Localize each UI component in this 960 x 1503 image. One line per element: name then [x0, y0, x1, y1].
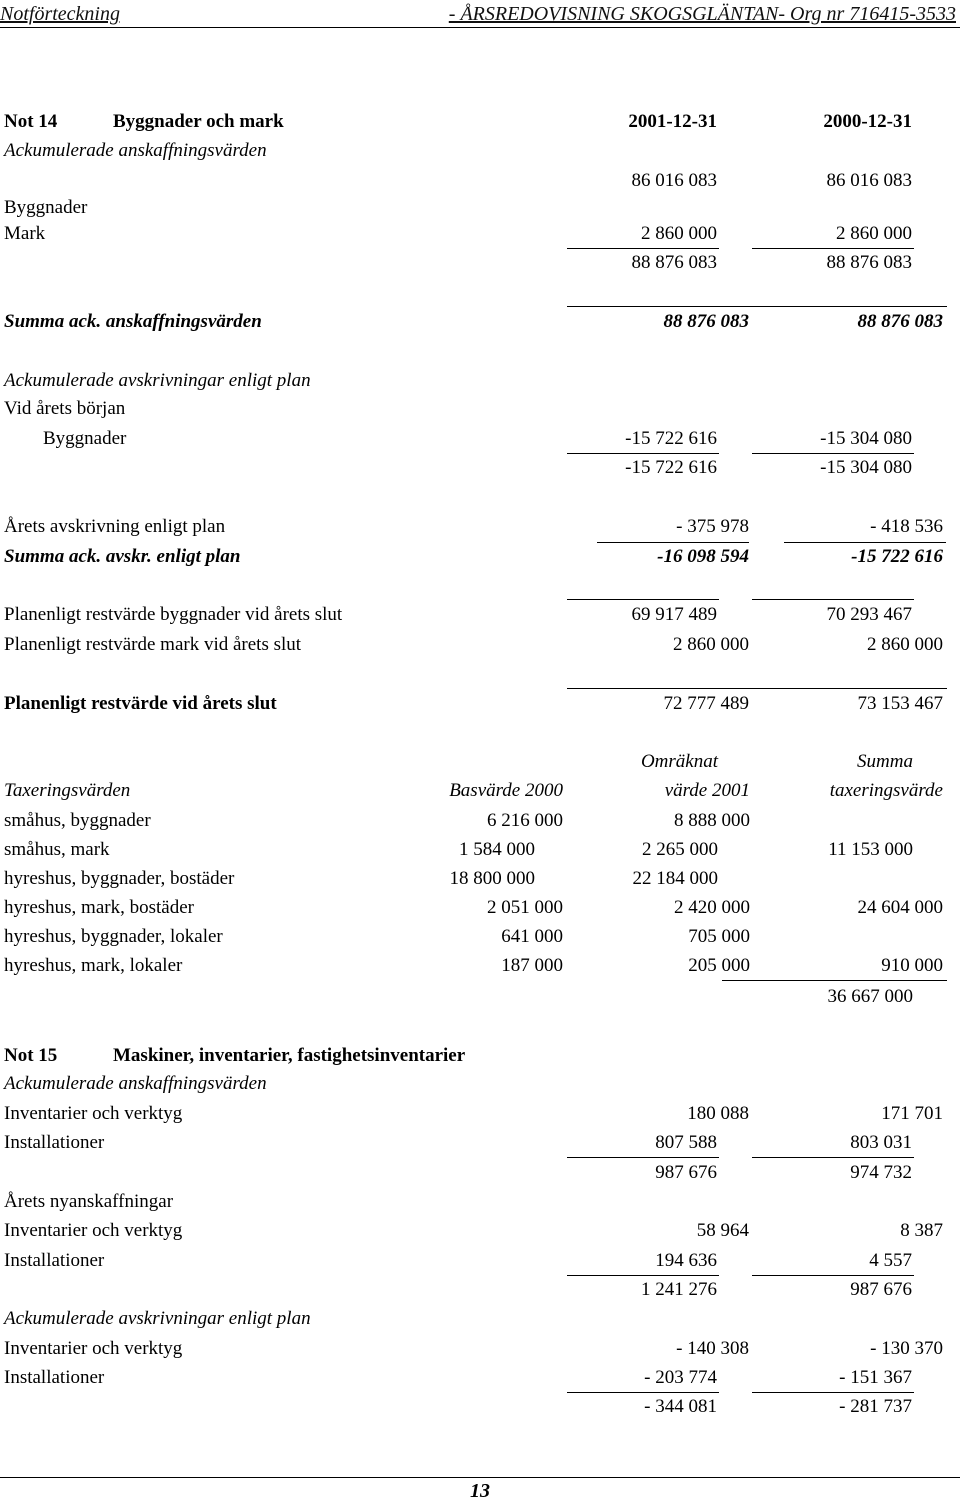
- note-14-title: Byggnader och mark: [113, 111, 284, 132]
- note-14-sub2-v1: -15 722 616: [625, 457, 717, 478]
- note-14-rest-mark-v1: 2 860 000: [673, 634, 749, 655]
- note-15-av-inst-v2: - 151 367: [839, 1367, 912, 1388]
- note-15-inst-v1: 807 588: [655, 1132, 717, 1153]
- header-rule: [0, 27, 960, 28]
- tax-col-summa-line2: taxeringsvärde: [829, 780, 943, 801]
- note-15-sub2-v1: 1 241 276: [641, 1279, 717, 1300]
- note-15-ny-inst-v2: 4 557: [869, 1250, 912, 1271]
- tax-row-omraknat: 205 000: [688, 955, 750, 976]
- note-14-mark-v2: 2 860 000: [836, 223, 912, 244]
- note-14-subtotal-v2: 88 876 083: [826, 252, 912, 273]
- tax-row-basvarde: 641 000: [501, 926, 563, 947]
- tax-col-omraknat-line1: Omräknat: [640, 751, 718, 772]
- note-14-arets-avskr-v2: - 418 536: [870, 516, 943, 537]
- note-14-rest-total-rule: [567, 688, 947, 689]
- note-15-ny-inst-label: Installationer: [4, 1250, 105, 1271]
- note-14-ack-avskr-label: Ackumulerade avskrivningar enligt plan: [4, 370, 311, 391]
- note-14-summa-anskaff-v1: 88 876 083: [663, 311, 749, 332]
- header-document-title: - ÅRSREDOVISNING SKOGSGLÄNTAN- Org nr 716415-3533: [448, 3, 956, 25]
- note-14-arets-avskr-label: Årets avskrivning enligt plan: [4, 516, 226, 537]
- tax-row-omraknat: 8 888 000: [674, 810, 750, 831]
- note-14-summa-avskr-rule-2: [784, 542, 946, 543]
- tax-row-omraknat: 705 000: [688, 926, 750, 947]
- note-15-ny-inv-v2: 8 387: [900, 1220, 943, 1241]
- note-14-rest-bygg-v2: 70 293 467: [826, 604, 912, 625]
- note-14-sub2-rule-1: [567, 453, 719, 454]
- note-14-rest-rule-1: [567, 599, 719, 600]
- note-14-summa-rule: [567, 306, 947, 307]
- note-14-rest-rule-2: [752, 599, 914, 600]
- tax-row-summa: 11 153 000: [828, 839, 913, 860]
- note-15-av-inv-v2: - 130 370: [870, 1338, 943, 1359]
- note-14-opening-v2: 86 016 083: [826, 170, 912, 191]
- note-14-byggnader2-label: Byggnader: [43, 428, 127, 449]
- note-14-subtotal-rule-2: [752, 248, 914, 249]
- note-15-av-inv-v1: - 140 308: [676, 1338, 749, 1359]
- note-14-ack-anskaff-label: Ackumulerade anskaffningsvärden: [4, 140, 267, 161]
- note-15-ny-inv-label: Inventarier och verktyg: [4, 1220, 183, 1241]
- note-15-inv-label: Inventarier och verktyg: [4, 1103, 183, 1124]
- tax-total-rule: [722, 980, 947, 981]
- note-14-rest-total-v2: 73 153 467: [857, 693, 943, 714]
- note-15-inst-v2: 803 031: [850, 1132, 912, 1153]
- tax-row-label: hyreshus, mark, lokaler: [4, 955, 183, 976]
- note-15-sub2-rule-2: [752, 1275, 914, 1276]
- note-14-rest-total-label: Planenligt restvärde vid årets slut: [4, 693, 277, 714]
- note-14-col1-header: 2001-12-31: [628, 111, 717, 132]
- note-15-nyansk-label: Årets nyanskaffningar: [4, 1191, 174, 1212]
- tax-row-label: hyreshus, byggnader, lokaler: [4, 926, 223, 947]
- tax-col-basvarde: Basvärde 2000: [449, 780, 563, 801]
- note-14-summa-avskr-label: Summa ack. avskr. enligt plan: [4, 546, 241, 567]
- note-14-mark-v1: 2 860 000: [641, 223, 717, 244]
- note-14-sub2-v2: -15 304 080: [820, 457, 912, 478]
- note-14-vid-borjan-label: Vid årets början: [4, 398, 126, 419]
- tax-row-omraknat: 2 265 000: [642, 839, 718, 860]
- note-15-inv-v2: 171 701: [881, 1103, 943, 1124]
- note-15-number: Not 15: [4, 1045, 58, 1066]
- tax-row-label: småhus, mark: [4, 839, 110, 860]
- tax-row-label: hyreshus, byggnader, bostäder: [4, 868, 235, 889]
- note-15-sub-v2: 974 732: [850, 1162, 912, 1183]
- tax-row-basvarde: 2 051 000: [487, 897, 563, 918]
- note-15-inst-label: Installationer: [4, 1132, 105, 1153]
- note-15-sub3-rule-2: [752, 1392, 914, 1393]
- tax-row-basvarde: 1 584 000: [459, 839, 535, 860]
- note-15-ny-inv-v1: 58 964: [696, 1220, 749, 1241]
- tax-row-omraknat: 2 420 000: [674, 897, 750, 918]
- note-14-subtotal-v1: 88 876 083: [631, 252, 717, 273]
- tax-row-basvarde: 6 216 000: [487, 810, 563, 831]
- tax-row-basvarde: 187 000: [501, 955, 563, 976]
- note-14-arets-avskr-v1: - 375 978: [676, 516, 749, 537]
- note-14-byggnader-label: Byggnader: [4, 197, 88, 218]
- note-15-sub2-rule-1: [567, 1275, 719, 1276]
- note-14-summa-avskr-v2: -15 722 616: [851, 546, 943, 567]
- note-14-rest-mark-label: Planenligt restvärde mark vid årets slut: [4, 634, 302, 655]
- note-14-mark-label: Mark: [4, 223, 46, 244]
- note-15-sub2-v2: 987 676: [850, 1279, 912, 1300]
- tax-row-summa: 24 604 000: [857, 897, 943, 918]
- note-14-rest-mark-v2: 2 860 000: [867, 634, 943, 655]
- note-15-sub3-v2: - 281 737: [839, 1396, 912, 1417]
- tax-row-label: hyreshus, mark, bostäder: [4, 897, 194, 918]
- tax-heading: Taxeringsvärden: [4, 780, 131, 801]
- note-14-byggnader2-v1: -15 722 616: [625, 428, 717, 449]
- note-14-summa-avskr-v1: -16 098 594: [657, 546, 749, 567]
- note-15-sub-rule-1: [567, 1157, 719, 1158]
- note-14-rest-bygg-label: Planenligt restvärde byggnader vid årets slut: [4, 604, 343, 625]
- note-15-ack-avskr-label: Ackumulerade avskrivningar enligt plan: [4, 1308, 311, 1329]
- note-15-sub-rule-2: [752, 1157, 914, 1158]
- footer-rule: [0, 1477, 960, 1478]
- tax-row-omraknat: 22 184 000: [632, 868, 718, 889]
- note-14-col2-header: 2000-12-31: [823, 111, 912, 132]
- note-14-rest-bygg-v1: 69 917 489: [631, 604, 717, 625]
- note-15-ny-inst-v1: 194 636: [655, 1250, 717, 1271]
- note-14-summa-anskaff-v2: 88 876 083: [857, 311, 943, 332]
- tax-row-summa: 910 000: [881, 955, 943, 976]
- note-15-ack-anskaff-label: Ackumulerade anskaffningsvärden: [4, 1073, 267, 1094]
- note-15-av-inst-v1: - 203 774: [644, 1367, 717, 1388]
- tax-row-label: småhus, byggnader: [4, 810, 151, 831]
- note-14-byggnader2-v2: -15 304 080: [820, 428, 912, 449]
- note-14-sub2-rule-2: [752, 453, 914, 454]
- note-14-opening-v1: 86 016 083: [631, 170, 717, 191]
- tax-col-summa-line1: Summa: [857, 751, 913, 772]
- note-14-summa-avskr-rule-1: [597, 542, 749, 543]
- note-14-subtotal-rule-1: [567, 248, 719, 249]
- note-15-av-inv-label: Inventarier och verktyg: [4, 1338, 183, 1359]
- tax-total: 36 667 000: [827, 986, 913, 1007]
- note-14-rest-total-v1: 72 777 489: [663, 693, 749, 714]
- note-15-sub-v1: 987 676: [655, 1162, 717, 1183]
- note-15-title: Maskiner, inventarier, fastighetsinventarier: [113, 1045, 466, 1066]
- note-15-av-inst-label: Installationer: [4, 1367, 105, 1388]
- page-number: 13: [470, 1480, 490, 1502]
- note-14-number: Not 14: [4, 111, 58, 132]
- tax-col-omraknat-line2: värde 2001: [664, 780, 750, 801]
- tax-row-basvarde: 18 800 000: [449, 868, 535, 889]
- header-section-title: Notförteckning: [0, 3, 120, 25]
- note-15-sub3-rule-1: [567, 1392, 719, 1393]
- note-15-inv-v1: 180 088: [687, 1103, 749, 1124]
- page-header: [0, 0, 960, 28]
- note-15-sub3-v1: - 344 081: [644, 1396, 717, 1417]
- note-14-summa-anskaff-label: Summa ack. anskaffningsvärden: [4, 311, 262, 332]
